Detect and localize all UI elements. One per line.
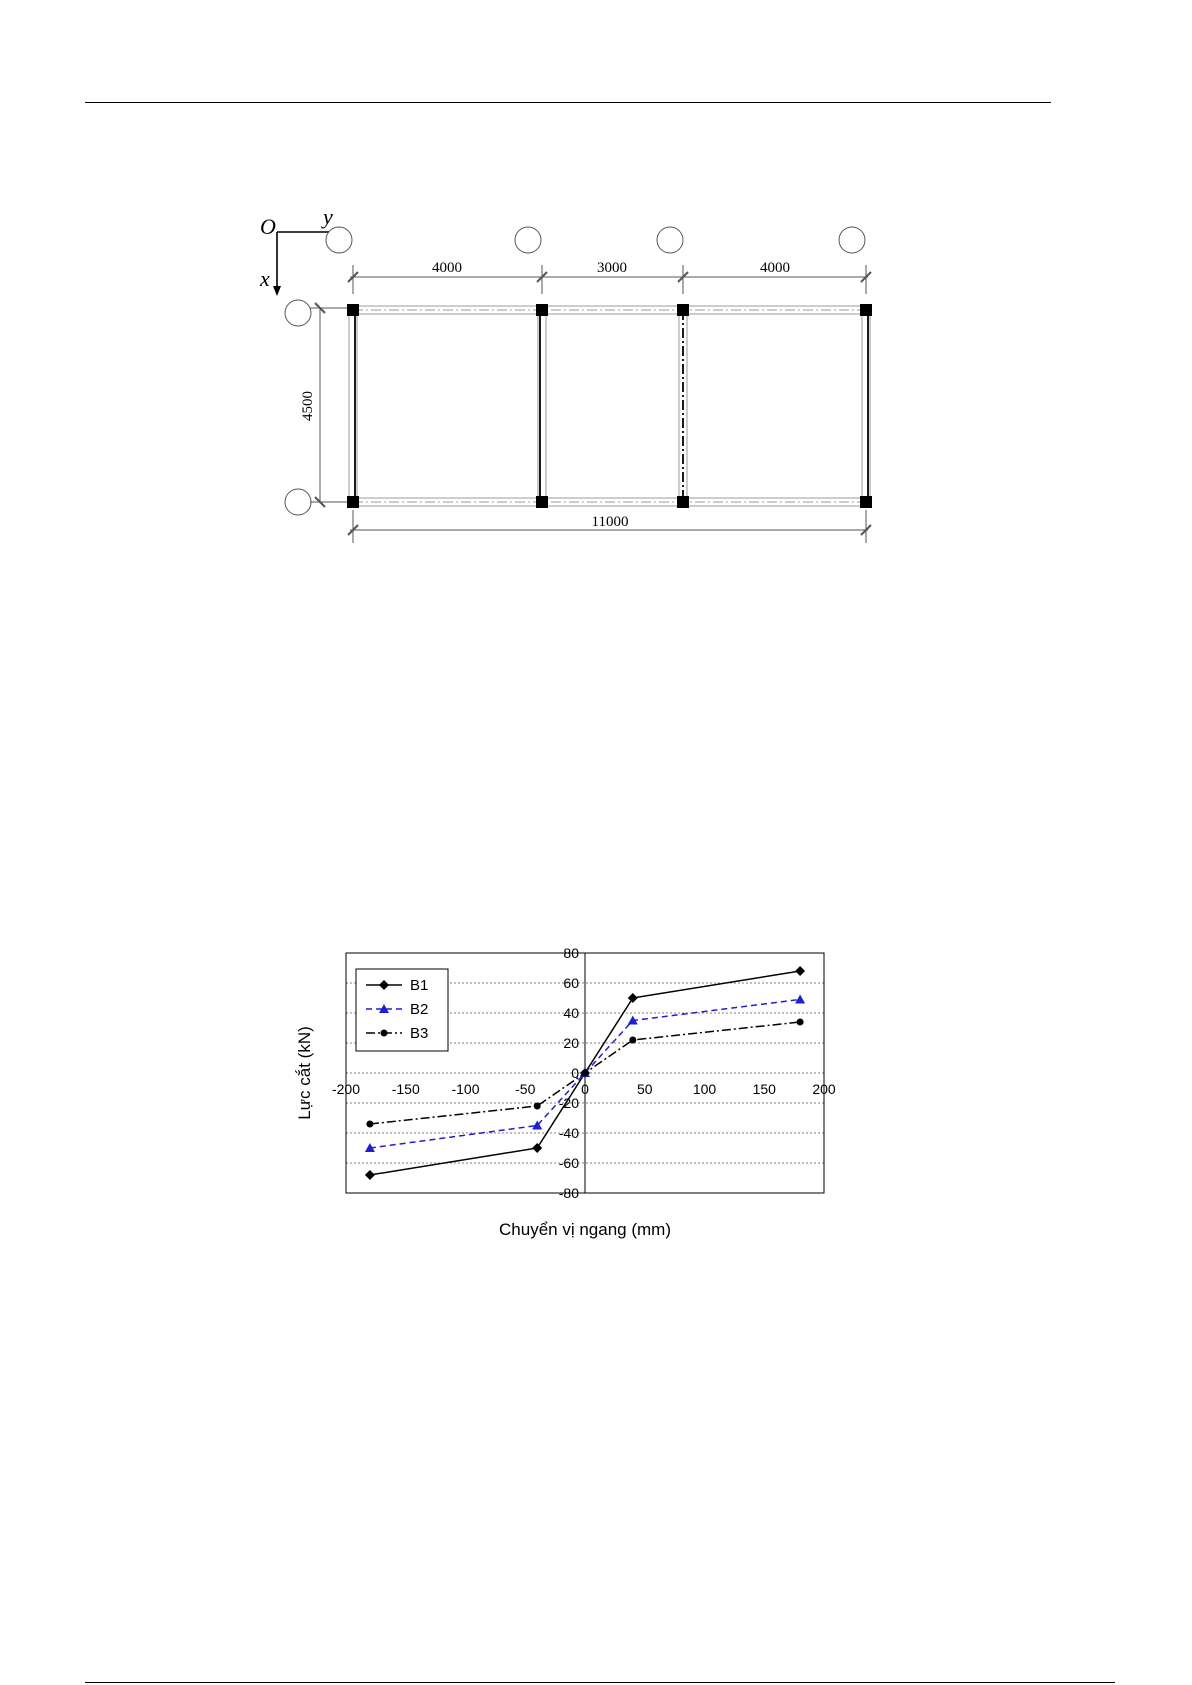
columns [347,304,872,508]
legend-label-b2: B2 [410,1001,429,1018]
data-point-b3 [629,1037,636,1044]
x-tick-label: 150 [752,1081,776,1097]
data-point-b1 [795,966,805,976]
x-tick-label: 200 [812,1081,836,1097]
y-tick-label: 0 [571,1065,579,1081]
x-tick-label: -200 [331,1081,361,1097]
grid-bubble-1 [326,227,352,253]
x-tick-label: -150 [391,1081,420,1097]
x-axis-title: Chuyển vị ngang (mm) [499,1220,671,1239]
shear-displacement-chart [290,945,850,1245]
y-tick-label: 20 [563,1035,579,1051]
column-b2 [536,496,548,508]
data-point-b1 [628,993,638,1003]
data-point-b2 [795,995,805,1004]
frame-beams [349,306,870,506]
data-point-b1 [365,1170,375,1180]
origin-label: O [260,214,276,239]
column-a3 [677,304,689,316]
footer-rule [85,1682,1115,1683]
legend-label-b1: B1 [410,977,429,994]
span-3-dimension: 4000 [760,260,790,276]
x-tick-label: -50 [515,1081,536,1097]
structural-plan-figure [240,210,890,550]
left-dimension-line [310,303,353,507]
y-axis-title: Lực cắt (kN) [295,1026,314,1120]
data-point-b3 [366,1121,373,1128]
column-a2 [536,304,548,316]
header-rule [85,102,1051,103]
grid-bubble-b [285,489,311,515]
column-a1 [347,304,359,316]
grid-bubble-a [285,300,311,326]
column-b4 [860,496,872,508]
wall-lines [355,310,868,502]
data-point-b1 [532,1143,542,1153]
legend-box [356,969,448,1051]
y-tick-label: 80 [563,945,579,961]
x-tick-label: -100 [451,1081,480,1097]
y-tick-label: -40 [558,1125,579,1141]
axis-x-label: x [260,266,270,291]
y-tick-label: -60 [558,1155,579,1171]
axis-y-label: y [323,210,333,229]
legend-marker-b3 [381,1030,388,1037]
data-point-b3 [797,1019,804,1026]
grid-bubble-4 [839,227,865,253]
data-point-b3 [582,1070,589,1077]
data-point-b3 [534,1103,541,1110]
grid-bubble-2 [515,227,541,253]
y-tick-label: -80 [558,1185,579,1201]
chart-legend [356,969,448,1051]
column-b3 [677,496,689,508]
column-a4 [860,304,872,316]
x-tick-label: 50 [636,1081,653,1097]
legend-label-b3: B3 [410,1025,429,1042]
depth-dimension: 4500 [300,391,316,421]
grid-bubble-3 [657,227,683,253]
span-1-dimension: 4000 [432,260,462,276]
y-tick-label: 40 [563,1005,579,1021]
axis-centerlines [353,310,866,502]
y-tick-label: 60 [563,975,579,991]
span-2-dimension: 3000 [597,260,627,276]
total-length-dimension: 11000 [591,514,629,530]
column-b1 [347,496,359,508]
x-tick-label: 100 [692,1081,717,1097]
y-tick-label: -20 [558,1095,579,1111]
x-tick-label: 0 [581,1081,589,1097]
